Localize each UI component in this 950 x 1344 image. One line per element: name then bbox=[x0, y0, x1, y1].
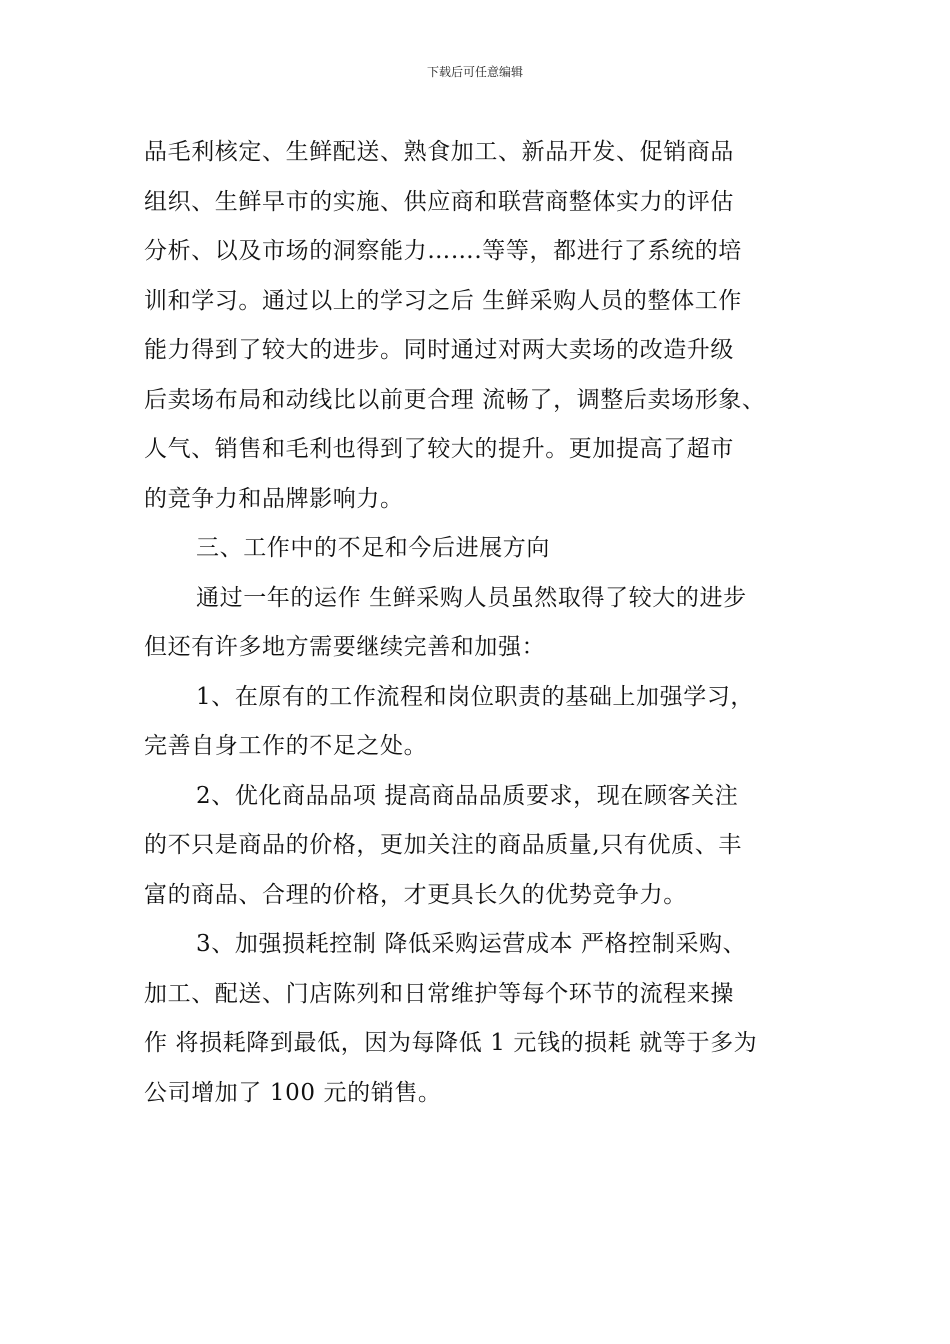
list-item bbox=[144, 673, 824, 772]
page-header: 下载后可任意编辑 bbox=[426, 65, 523, 79]
text-line: 3、加强损耗控制 降低采购运营成本 严格控制采购、 bbox=[196, 931, 747, 957]
text-line: 组织、生鲜早市的实施、供应商和联营商整体实力的评估 bbox=[144, 188, 734, 215]
text-line: 人气、销售和毛利也得到了较大的提升。更加提高了超市 bbox=[144, 436, 734, 462]
text-line: 训和学习。通过以上的学习之后 生鲜采购人员的整体工作 bbox=[144, 287, 742, 314]
text-line: 能力得到了较大的进步。同时通过对两大卖场的改造升级 bbox=[144, 337, 734, 363]
paragraph bbox=[144, 128, 824, 524]
text-line: 2、优化商品品项 提高商品品质要求，现在顾客关注 bbox=[196, 782, 739, 809]
text-line: 的竞争力和品牌影响力。 bbox=[144, 485, 404, 512]
text-line: 加工、配送、门店陈列和日常维护等每个环节的流程来操 bbox=[144, 980, 734, 1007]
paragraph bbox=[144, 574, 824, 673]
list-item bbox=[144, 772, 824, 921]
section-heading-text: 三、工作中的不足和今后进展方向 bbox=[196, 535, 550, 561]
section-heading bbox=[144, 524, 824, 574]
text-line: 的不只是商品的价格，更加关注的商品质量,只有优质、丰 bbox=[144, 832, 742, 858]
text-line: 后卖场布局和动线比以前更合理 流畅了，调整后卖场形象、 bbox=[144, 386, 766, 413]
text-line: 但还有许多地方需要继续完善和加强： bbox=[144, 634, 546, 660]
text-line: 富的商品、合理的价格，才更具长久的优势竞争力。 bbox=[144, 881, 687, 908]
list-item bbox=[144, 920, 824, 1118]
document-body bbox=[144, 128, 824, 1118]
text-line: 公司增加了 100 元的销售。 bbox=[144, 1079, 442, 1106]
text-line: 完善自身工作的不足之处。 bbox=[144, 733, 428, 759]
text-line: 通过一年的运作 生鲜采购人员虽然取得了较大的进步 bbox=[196, 584, 747, 611]
text-line: 品毛利核定、生鲜配送、熟食加工、新品开发、促销商品 bbox=[144, 139, 734, 165]
text-line: 1、在原有的工作流程和岗位职责的基础上加强学习， bbox=[196, 683, 755, 710]
text-line: 分析、以及市场的洞察能力…….等等，都进行了系统的培 bbox=[144, 238, 742, 264]
text-line: 作 将损耗降到最低，因为每降低 1 元钱的损耗 就等于多为 bbox=[144, 1030, 758, 1056]
